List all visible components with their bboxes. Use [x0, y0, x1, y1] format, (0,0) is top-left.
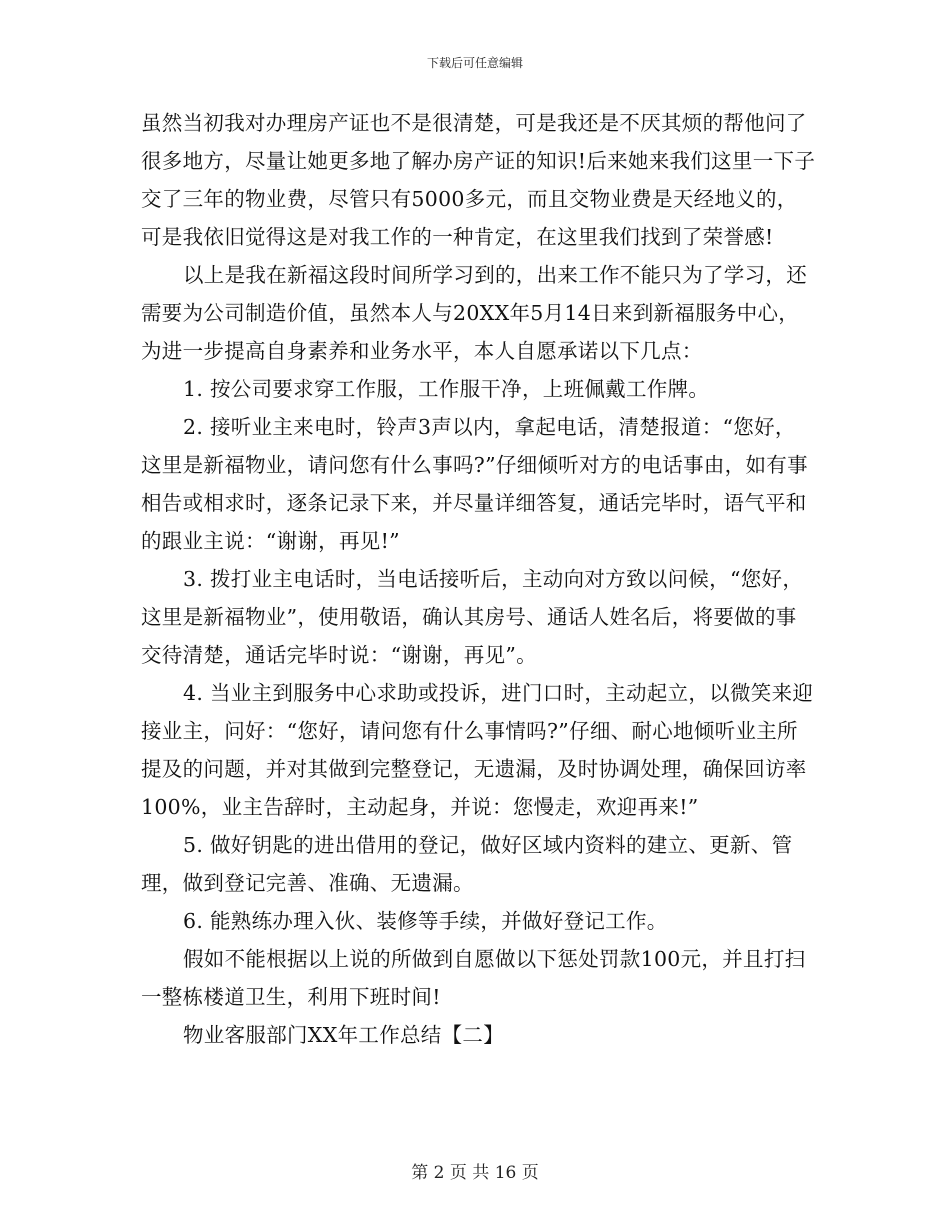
list-item: 4. 当业主到服务中心求助或投诉，进门口时，主动起立，以微笑来迎接业主，问好：“您好，请问您有什么事情吗?”仔细、耐心地倾听业主所提及的问题，并对其做到完整登记，无遗漏，及时协调处理，确保回访率100%，业主告辞时，主动起身，并说：您慢走，欢迎再来!” [141, 681, 814, 819]
section-heading: 物业客服部门XX年工作总结【二】 [183, 1023, 504, 1047]
list-item: 5. 做好钥匙的进出借用的登记，做好区域内资料的建立、更新、管理，做到登记完善、准确、无遗漏。 [141, 833, 793, 895]
document-body [141, 104, 816, 1054]
list-item: 2. 接听业主来电时，铃声3声以内，拿起电话，清楚报道：“您好，这里是新福物业，请问您有什么事吗?”仔细倾听对方的电话事由，如有事相告或相求时，逐条记录下来，并尽量详细答复，通话完毕时，语气平和的跟业主说：“谢谢，再见!” [141, 415, 808, 553]
paragraph: 虽然当初我对办理房产证也不是很清楚，可是我还是不厌其烦的帮他问了很多地方，尽量让她更多地了解办房产证的知识!后来她来我们这里一下子交了三年的物业费，尽管只有5000多元，而且交物业费是天经地义的，可是我依旧觉得这是对我工作的一种肯定，在这里我们找到了荣誉感! [141, 111, 816, 249]
list-item: 1. 按公司要求穿工作服，工作服干净，上班佩戴工作牌。 [183, 377, 710, 401]
page-header: 下载后可任意编辑 [426, 56, 523, 70]
paragraph: 假如不能根据以上说的所做到自愿做以下惩处罚款100元，并且打扫一整栋楼道卫生，利用下班时间! [141, 947, 806, 1009]
paragraph: 以上是我在新福这段时间所学习到的，出来工作不能只为了学习，还需要为公司制造价值，虽然本人与20XX年5月14日来到新福服务中心，为进一步提高自身素养和业务水平，本人自愿承诺以下几点： [141, 263, 807, 363]
list-item: 6. 能熟练办理入伙、装修等手续，并做好登记工作。 [183, 909, 668, 933]
list-item: 3. 拨打业主电话时，当电话接听后，主动向对方致以问候，“您好，这里是新福物业”，使用敬语，确认其房号、通话人姓名后，将要做的事交待清楚，通话完毕时说：“谢谢，再见”。 [141, 567, 804, 667]
page-footer: 第 2 页 共 16 页 [411, 1163, 539, 1183]
